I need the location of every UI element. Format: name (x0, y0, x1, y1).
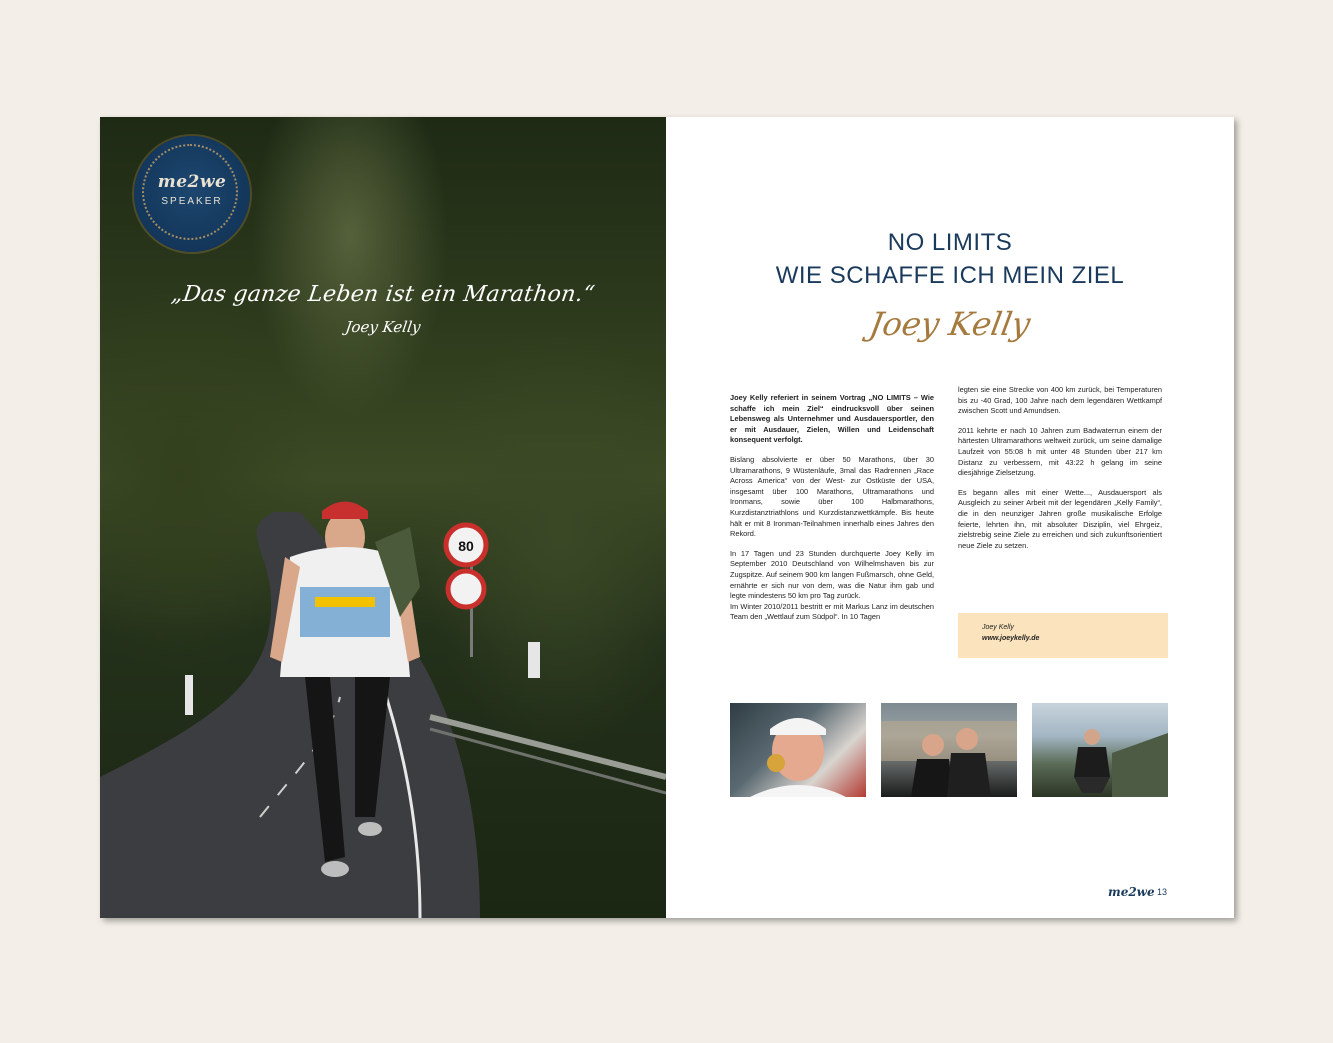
article-author-signature: Joey Kelly (866, 305, 1034, 343)
body-paragraph: 2011 kehrte er nach 10 Jahren zum Badwaterrun einem der härtesten Ultramarathons weltweit zurück, um seine damalige Laufzeit von 55:08 h mit unter 48 Stunden über 217 km Distanz zu verbessern, mit 43:22 h gelang im seine diesjährige Zielsetzung. (958, 425, 1162, 478)
text-column-right (958, 385, 1162, 560)
body-paragraph: Im Winter 2010/2011 bestritt er mit Markus Lanz im deutschen Team den „Wettlauf zum Südpol“. In 10 Tagen (730, 601, 934, 622)
right-page-article (666, 117, 1234, 918)
text-column-left (730, 393, 934, 632)
badge-dotted-ring (142, 144, 238, 240)
quote-text: „Das ganze Leben ist ein Marathon.“ (169, 282, 597, 307)
page-number: 13 (1157, 887, 1168, 897)
photo-team (881, 703, 1017, 797)
contact-name: Joey Kelly (982, 624, 1014, 631)
body-paragraph: In 17 Tagen und 23 Stunden durchquerte Joey Kelly im September 2010 Deutschland von Wilhelmshaven bis zur Zugspitze. Auf seinem 900 km langen Fußmarsch, ohne Geld, ernährte er sich nur von dem, was die Natur ihm gab und legte mindestens 50 km pro Tag zurück. (730, 548, 934, 601)
body-paragraph: Es begann alles mit einer Wette..., Ausdauersport als Ausgleich zu seiner Arbeit mit der legendären „Kelly Family“, die in den neunziger Jahren große musikalische Erfolge feierte, lehrten ihn, mit absoluter Disziplin, viel Ehrgeiz, zielstrebig seine Ziele zu erreichen und sich zukunftsorientiert neue Ziele zu setzen. (958, 487, 1162, 550)
article-title-line-1: NO LIMITS (887, 229, 1013, 256)
me2we-speaker-badge (134, 136, 250, 252)
contact-website-link[interactable]: www.joeykelly.de (982, 635, 1040, 642)
article-title-line-2: WIE SCHAFFE ICH MEIN ZIEL (775, 262, 1125, 289)
photo-medal (730, 703, 866, 797)
badge-label: SPEAKER (161, 196, 223, 207)
quote-author: Joey Kelly (344, 318, 422, 336)
contact-info-box (958, 613, 1168, 658)
svg-text:80: 80 (458, 538, 474, 554)
body-paragraph: Bislang absolvierte er über 50 Marathons, über 30 Ultramarathons, 9 Wüstenläufe, 3mal das Radrennen „Race Across America“ von der West- zur Ostküste der USA, insgesamt über 100 Marathons, Ultramarathons und Ironmans, sowie über 100 Halbmarathons, Kurzdistanztriathlons und Kurzdistanzwettkämpfe. Bis heute hält er mit 8 Ironman-Teilnahmen innerhalb eines Jahres den Rekord. (730, 454, 934, 539)
footer-brand-logo: me2we (1108, 885, 1155, 899)
photo-cliffs (1032, 703, 1168, 797)
lead-paragraph: Joey Kelly referiert in seinem Vortrag „NO LIMITS – Wie schaffe ich mein Ziel“ eindrucksvoll über seinen Lebensweg als Unternehmer und Ausdauersportler, den er mit Ausdauer, Zielen, Willen und Leidenschaft konsequent verfolgt. (730, 393, 934, 445)
left-page-photo (100, 117, 666, 918)
body-paragraph: legten sie eine Strecke von 400 km zurück, bei Temperaturen bis zu -40 Grad, 100 Jahre nach dem legendären Wettkampf zwischen Scott und Amundsen. (958, 385, 1162, 416)
magazine-spread (100, 117, 1234, 918)
badge-brand: me2we (157, 172, 227, 192)
